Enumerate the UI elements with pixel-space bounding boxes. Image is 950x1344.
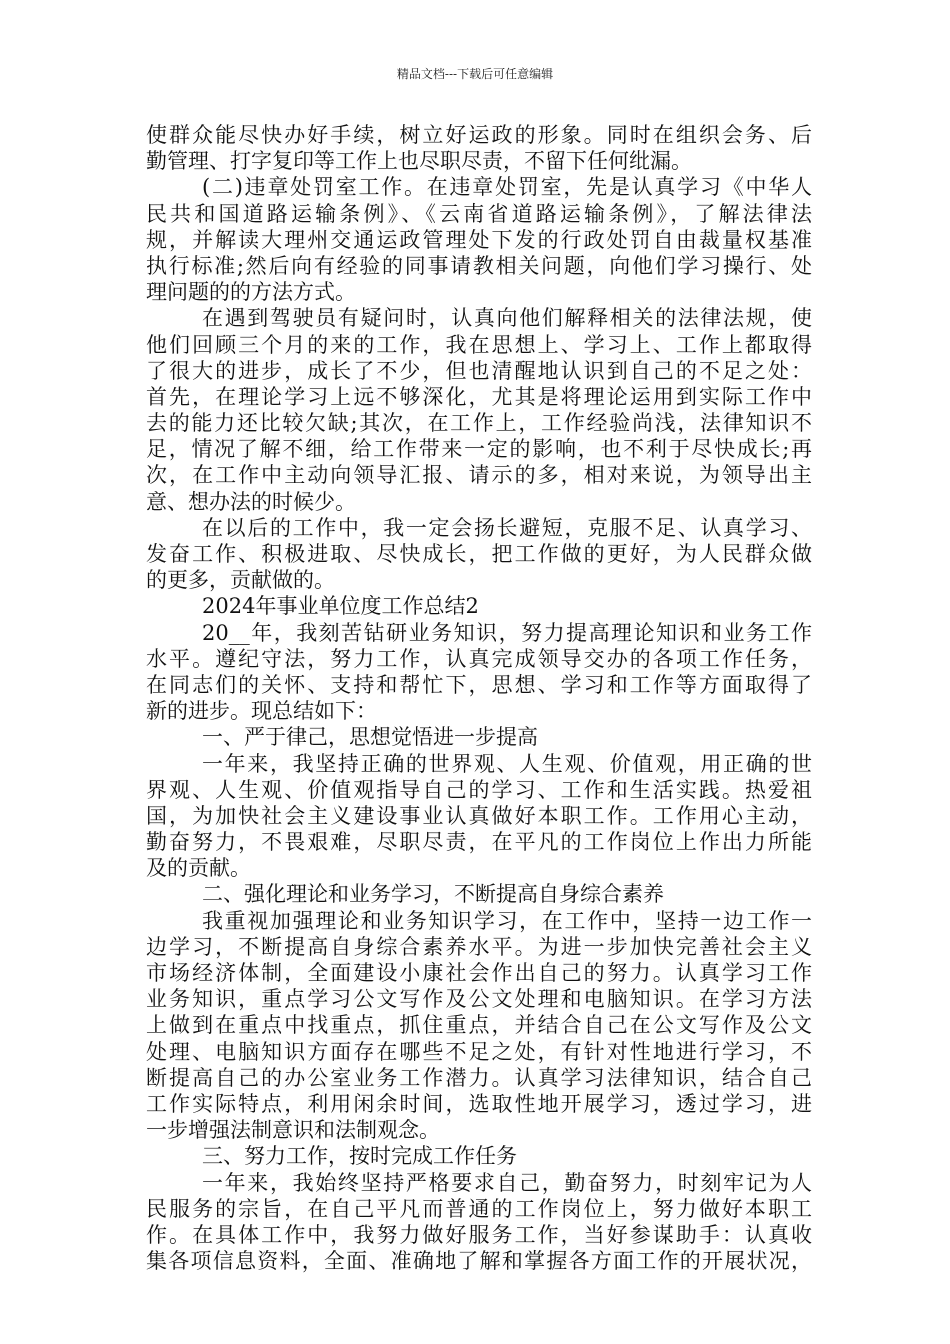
text-line: 在遇到驾驶员有疑问时，认真向他们解释相关的法律法规，使 xyxy=(202,306,812,331)
text-line: 作。在具体工作中，我努力做好服务工作，当好参谋助手：认真收 xyxy=(146,1222,812,1247)
text-line: 了很大的进步，成长了不少，但也清醒地认识到自己的不足之处： xyxy=(146,358,812,383)
text-line: 边学习，不断提高自身综合素养水平。为进一步加快完善社会主义 xyxy=(146,934,812,959)
text-line: 一步增强法制意识和法制观念。 xyxy=(146,1118,440,1143)
text-line: 勤奋努力，不畏艰难，尽职尽责，在平凡的工作岗位上作出力所能 xyxy=(146,830,812,855)
text-line: 我重视加强理论和业务知识学习，在工作中，坚持一边工作一 xyxy=(202,908,812,933)
text-line: 去的能力还比较欠缺;其次，在工作上，工作经验尚浅，法律知识不 xyxy=(146,411,812,436)
text-line: 一、严于律己，思想觉悟进一步提高 xyxy=(202,725,538,750)
text-line: 民共和国道路运输条例》、《云南省道路运输条例》，了解法律法 xyxy=(146,201,812,226)
text-line: 上做到在重点中找重点，抓住重点，并结合自己在公文写作及公文 xyxy=(146,1013,812,1038)
text-line: 工作实际特点，利用闲余时间，选取性地开展学习，透过学习，进 xyxy=(146,1091,812,1116)
text-line: 一年来，我始终坚持严格要求自己，勤奋努力，时刻牢记为人 xyxy=(202,1170,812,1195)
text-line: 在同志们的关怀、支持和帮忙下，思想、学习和工作等方面取得了 xyxy=(146,672,812,697)
text-line: 三、努力工作，按时完成工作任务 xyxy=(202,1144,517,1169)
text-line: 2024年事业单位度工作总结2 xyxy=(202,594,479,619)
document-body xyxy=(146,122,812,1274)
text-line: 意、想办法的时候少。 xyxy=(146,489,356,514)
text-line: 国，为加快社会主义建设事业认真做好本职工作。工作用心主动， xyxy=(146,803,812,828)
text-line: 市场经济体制，全面建设小康社会作出自己的努力。认真学习工作 xyxy=(146,961,812,985)
text-line: 业务知识，重点学习公文写作及公文处理和电脑知识。在学习方法 xyxy=(146,987,812,1012)
text-line: (二)违章处罚室工作。在违章处罚室，先是认真学习《中华人 xyxy=(202,175,812,200)
text-line: 次，在工作中主动向领导汇报、请示的多，相对来说，为领导出主 xyxy=(146,463,812,488)
text-line: 及的贡献。 xyxy=(146,856,251,881)
text-line: 首先，在理论学习上远不够深化，尤其是将理论运用到实际工作中 xyxy=(146,384,812,409)
text-line: 界观、人生观、价值观指导自己的学习、工作和生活实践。热爱祖 xyxy=(146,777,812,802)
text-line: 足，情况了解不细，给工作带来一定的影响，也不利于尽快成长;再 xyxy=(146,437,812,462)
text-line: 执行标准;然后向有经验的同事请教相关问题，向他们学习操行、处 xyxy=(146,253,812,278)
text-line: 二、强化理论和业务学习，不断提高自身综合素养 xyxy=(202,882,664,907)
text-line: 勤管理、打字复印等工作上也尽职尽责，不留下任何纰漏。 xyxy=(146,149,692,174)
text-line: 他们回顾三个月的来的工作，我在思想上、学习上、工作上都取得 xyxy=(146,332,812,357)
text-line: 20__年，我刻苦钻研业务知识，努力提高理论知识和业务工作 xyxy=(202,620,812,645)
text-line: 断提高自己的办公室业务工作潜力。认真学习法律知识，结合自己 xyxy=(146,1065,812,1090)
text-line: 处理、电脑知识方面存在哪些不足之处，有针对性地进行学习，不 xyxy=(146,1039,812,1064)
text-line: 发奋工作、积极进取、尽快成长，把工作做的更好，为人民群众做 xyxy=(146,542,812,566)
text-line: 水平。遵纪守法，努力工作，认真完成领导交办的各项工作任务， xyxy=(146,646,812,671)
text-line: 规，并解读大理州交通运政管理处下发的行政处罚自由裁量权基准 xyxy=(146,227,812,252)
text-line: 在以后的工作中，我一定会扬长避短，克服不足、认真学习、 xyxy=(202,515,812,540)
page-header: 精品文档---下载后可任意编辑 xyxy=(396,67,554,81)
text-line: 集各项信息资料，全面、准确地了解和掌握各方面工作的开展状况， xyxy=(146,1249,812,1274)
text-line: 的更多，贡献做的。 xyxy=(146,568,335,593)
text-line: 一年来，我坚持正确的世界观、人生观、价值观，用正确的世 xyxy=(202,751,812,776)
text-line: 理问题的的方法方式。 xyxy=(146,280,356,305)
text-line: 民服务的宗旨，在自己平凡而普通的工作岗位上，努力做好本职工 xyxy=(146,1196,812,1221)
text-line: 使群众能尽快办好手续，树立好运政的形象。同时在组织会务、后 xyxy=(146,123,812,147)
text-line: 新的进步。现总结如下： xyxy=(146,699,377,724)
